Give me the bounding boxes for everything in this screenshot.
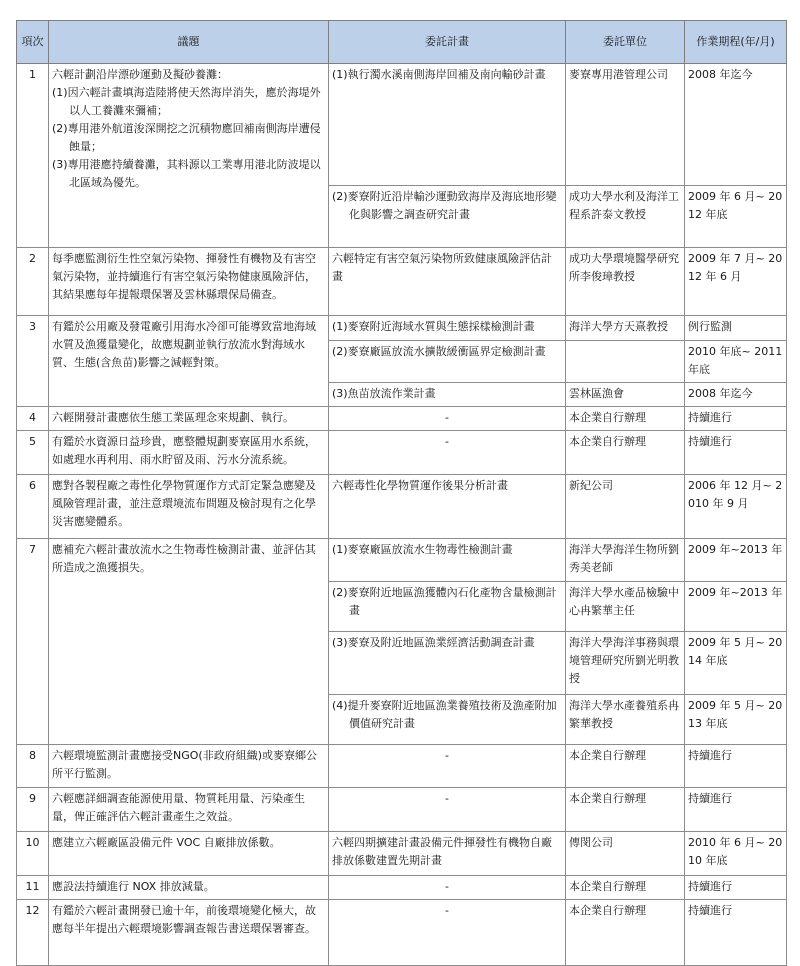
plan-cell: (3)魚苗放流作業計畫: [329, 383, 566, 407]
table-row: [17, 248, 787, 316]
plan-text: (2)麥寮附近地區漁獲體內石化產物含量檢測計畫: [332, 586, 557, 617]
unit-cell: 本企業自行辦理: [566, 431, 685, 475]
unit-cell: 海洋大學水產養殖系冉繁華教授: [566, 695, 685, 745]
schedule-cell: 2009 年 7 月~ 2012 年 6 月: [685, 248, 787, 316]
table-row: [17, 900, 787, 966]
commitment-table: [16, 20, 787, 966]
row-number: 7: [17, 539, 49, 745]
plan-cell: (3)麥寮及附近地區漁業經濟活動調查計畫: [329, 632, 566, 695]
row-number: 4: [17, 407, 49, 431]
topic-cell: 應補充六輕計畫放流水之生物毒性檢測計畫、並評估其所造成之漁獲損失。: [49, 539, 329, 745]
plan-cell: [329, 582, 566, 632]
schedule-cell: 2006 年 12 月~ 2010 年 9 月: [685, 475, 787, 539]
table-row: [17, 64, 787, 186]
plan-cell: -: [329, 407, 566, 431]
row-number: 1: [17, 64, 49, 248]
plan-cell: -: [329, 788, 566, 832]
row-number: 10: [17, 832, 49, 876]
topic-item: (1)因六輕計畫填海造陸將使天然海岸消失，應於海堤外以人工養灘來彌補；: [52, 86, 321, 117]
plan-cell: -: [329, 745, 566, 788]
plan-text: (2)麥寮附近沿岸輸沙運動致海岸及海底地形變化與影響之調查研究計畫: [332, 190, 557, 221]
table-row: [17, 475, 787, 539]
schedule-cell: 2009 年~2013 年: [685, 582, 787, 632]
topic-cell: 應設法持續進行 NOX 排放減量。: [49, 876, 329, 900]
topic-cell: 六輕開發計畫應依生態工業區理念來規劃、執行。: [49, 407, 329, 431]
schedule-cell: 例行監測: [685, 316, 787, 341]
topic-cell: 六輕環境監測計畫應接受NGO(非政府組織)或麥寮鄉公所平行監測。: [49, 745, 329, 788]
plan-text: (1)執行濁水溪南側海岸回補及南向輸砂計畫: [332, 68, 546, 81]
row-number: 5: [17, 431, 49, 475]
table-row: [17, 431, 787, 475]
plan-cell: (2)麥寮廠區放流水擴散緩衝區界定檢測計畫: [329, 341, 566, 383]
plan-cell: 六輕毒性化學物質運作後果分析計畫: [329, 475, 566, 539]
unit-cell: [566, 341, 685, 383]
header-topic: 議題: [49, 21, 329, 64]
row-number: 12: [17, 900, 49, 966]
unit-cell: 本企業自行辦理: [566, 900, 685, 966]
unit-cell: 海洋大學方天熹教授: [566, 316, 685, 341]
schedule-cell: 2009 年 5 月~ 2014 年底: [685, 632, 787, 695]
unit-cell: 本企業自行辦理: [566, 407, 685, 431]
schedule-cell: 2010 年 6 月~ 2010 年底: [685, 832, 787, 876]
plan-cell: (1)麥寮廠區放流水生物毒性檢測計畫: [329, 539, 566, 582]
table-row: [17, 745, 787, 788]
row-number: 8: [17, 745, 49, 788]
unit-cell: 海洋大學海洋生物所劉秀美老師: [566, 539, 685, 582]
table-row: [17, 788, 787, 832]
table-row: [17, 876, 787, 900]
row-number: 6: [17, 475, 49, 539]
topic-cell: 有鑑於水資源日益珍貴，應整體規劃麥寮區用水系統，如處理水再利用、雨水貯留及雨、污水分流系統。: [49, 431, 329, 475]
topic-cell: 每季應監測衍生性空氣污染物、揮發性有機物及有害空氣污染物，並持續進行有害空氣污染物健康風險評估，其結果應每年提報環保署及雲林縣環保局備查。: [49, 248, 329, 316]
schedule-cell: 2009 年 5 月~ 2013 年底: [685, 695, 787, 745]
row-number: 2: [17, 248, 49, 316]
schedule-cell: 持續進行: [685, 431, 787, 475]
unit-cell: 海洋大學海洋事務與環境管理研究所劉光明教授: [566, 632, 685, 695]
unit-cell: 海洋大學水產品檢驗中心冉繁華主任: [566, 582, 685, 632]
schedule-cell: 持續進行: [685, 745, 787, 788]
unit-cell: 成功大學環境醫學研究所李俊璋教授: [566, 248, 685, 316]
header-no: 項次: [17, 21, 49, 64]
topic-item: (3)專用港應持續養灘，其料源以工業專用港北防波堤以北區域為優先。: [52, 158, 321, 189]
topic-cell: 有鑑於公用廠及發電廠引用海水冷卻可能導致當地海域水質及漁獲量變化，故應規劃並執行放流水對海域水質、生態(含魚苗)影響之減輕對策。: [49, 316, 329, 407]
topic-cell: 六輕應詳細調查能源使用量、物質耗用量、污染產生量，俾正確評估六輕計畫產生之效益。: [49, 788, 329, 832]
topic-cell: [49, 64, 329, 248]
schedule-cell: 持續進行: [685, 876, 787, 900]
plan-cell: -: [329, 900, 566, 966]
topic-cell: 應建立六輕廠區設備元件 VOC 自廠排放係數。: [49, 832, 329, 876]
unit-cell: 本企業自行辦理: [566, 788, 685, 832]
schedule-cell: 持續進行: [685, 788, 787, 832]
table-row: [17, 316, 787, 341]
plan-cell: [329, 64, 566, 186]
plan-cell: 六輕四期擴建計畫設備元件揮發性有機物自廠排放係數建置先期計畫: [329, 832, 566, 876]
topic-intro: 六輕計劃沿岸漂砂運動及擬砂養灘：: [52, 68, 228, 81]
table-row: [17, 539, 787, 582]
table-header-row: [17, 21, 787, 64]
commitment-table-container: [16, 20, 786, 966]
schedule-cell: 2008 年迄今: [685, 383, 787, 407]
plan-text: (4)提升麥寮附近地區漁業養殖技術及漁產附加價值研究計畫: [332, 699, 557, 730]
unit-cell: 本企業自行辦理: [566, 876, 685, 900]
schedule-cell: 持續進行: [685, 900, 787, 966]
unit-cell: 傳閔公司: [566, 832, 685, 876]
plan-cell: (1)麥寮附近海域水質與生態採樣檢測計畫: [329, 316, 566, 341]
header-plan: 委託計畫: [329, 21, 566, 64]
unit-cell: 雲林區漁會: [566, 383, 685, 407]
topic-cell: 應對各製程廠之毒性化學物質運作方式訂定緊急應變及風險管理計畫，並注意環境流布問題及檢討現有之化學災害應變體系。: [49, 475, 329, 539]
row-number: 3: [17, 316, 49, 407]
unit-cell: 新紀公司: [566, 475, 685, 539]
topic-list: [52, 84, 325, 192]
unit-cell: 成功大學水利及海洋工程系許泰文教授: [566, 186, 685, 248]
unit-cell: 本企業自行辦理: [566, 745, 685, 788]
header-schedule: 作業期程(年/月): [685, 21, 787, 64]
header-unit: 委託單位: [566, 21, 685, 64]
schedule-cell: 2009 年~2013 年: [685, 539, 787, 582]
row-number: 11: [17, 876, 49, 900]
unit-cell: 麥寮專用港管理公司: [566, 64, 685, 186]
plan-cell: [329, 695, 566, 745]
topic-item: (2)專用港外航道浚深開挖之沉積物應回補南側海岸遭侵蝕量；: [52, 122, 321, 153]
schedule-cell: 2008 年迄今: [685, 64, 787, 186]
row-number: 9: [17, 788, 49, 832]
schedule-cell: 持續進行: [685, 407, 787, 431]
plan-cell: -: [329, 431, 566, 475]
plan-cell: [329, 186, 566, 248]
plan-cell: 六輕特定有害空氣污染物所致健康風險評估計畫: [329, 248, 566, 316]
plan-cell: -: [329, 876, 566, 900]
schedule-cell: 2009 年 6 月~ 2012 年底: [685, 186, 787, 248]
topic-cell: 有鑑於六輕計畫開發已逾十年，前後環境變化極大，故應每半年提出六輕環境影響調查報告書送環保署審查。: [49, 900, 329, 966]
table-row: [17, 832, 787, 876]
table-row: [17, 407, 787, 431]
schedule-cell: 2010 年底~ 2011 年底: [685, 341, 787, 383]
